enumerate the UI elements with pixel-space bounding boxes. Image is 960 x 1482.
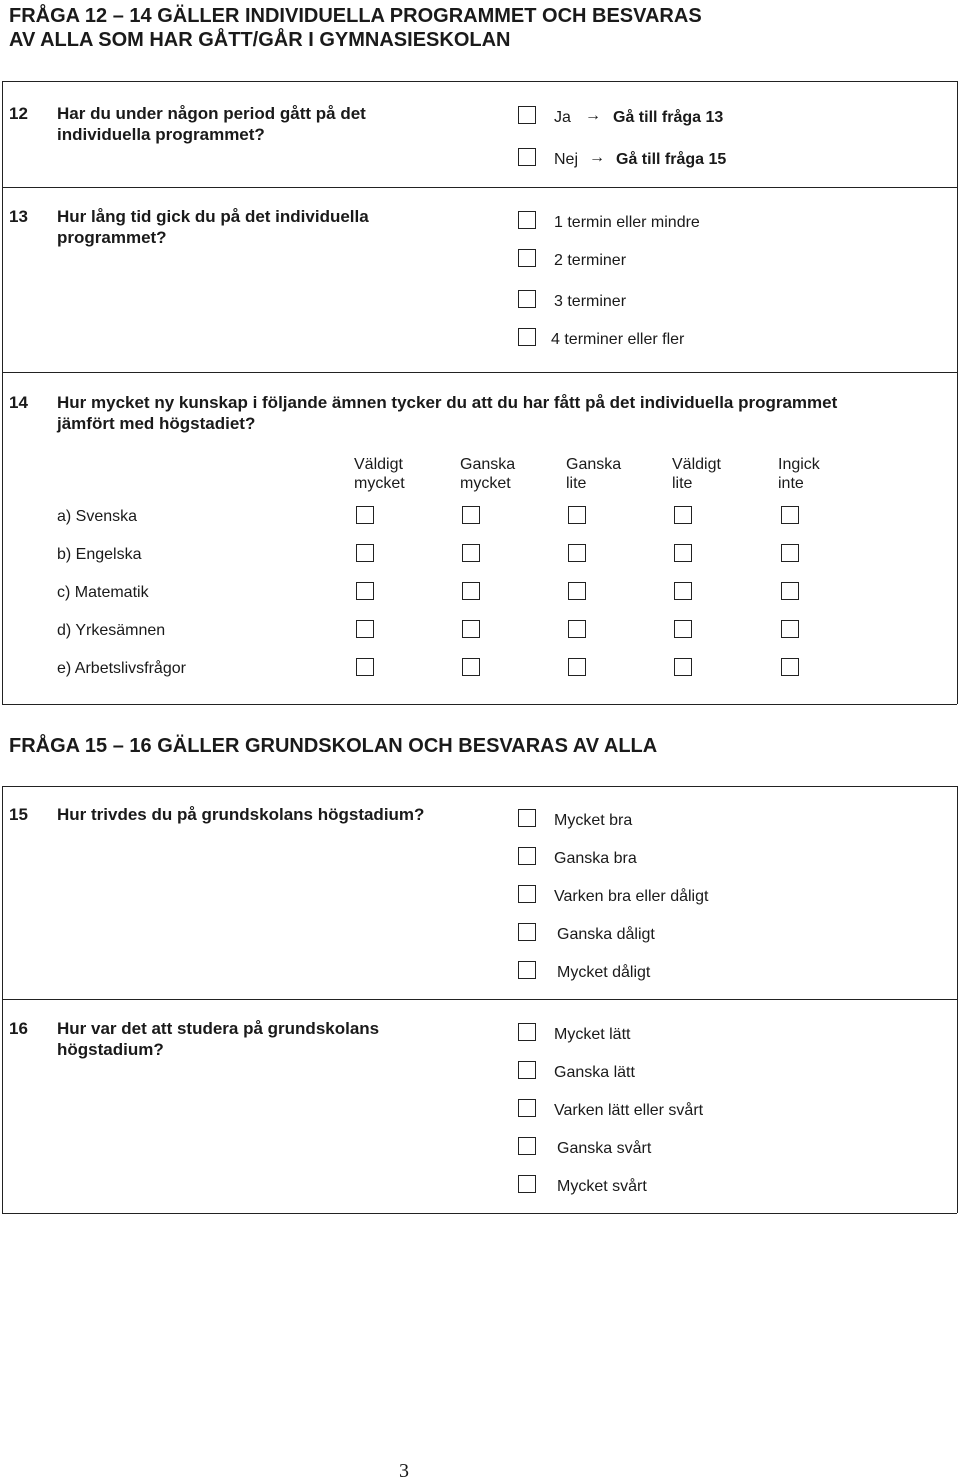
checkbox-q14-yrkesamnen-ganska-mycket[interactable] (462, 620, 480, 638)
column-header-valdigt-mycket (354, 455, 405, 493)
divider-section-end (2, 704, 957, 705)
question-text-13-line1: Hur lång tid gick du på det individuella (57, 207, 369, 226)
question-text-16-line1: Hur var det att studera på grundskolans (57, 1019, 380, 1038)
column-header-line1: Ingick (778, 456, 820, 473)
checkbox-q14-yrkesamnen-valdigt-mycket[interactable] (356, 620, 374, 638)
option-label-q13-3: 3 terminer (554, 293, 627, 310)
option-label-q16-2: Ganska lätt (554, 1064, 635, 1081)
divider-bottom (2, 1213, 957, 1214)
checkbox-q13-option-3[interactable] (518, 290, 536, 308)
checkbox-q16-option-5[interactable] (518, 1175, 536, 1193)
column-header-ganska-lite (566, 455, 621, 493)
checkbox-q14-arbetslivsfragor-valdigt-lite[interactable] (674, 658, 692, 676)
question-number-14: 14 (9, 393, 28, 412)
question-text-12-line2: individuella programmet? (57, 125, 265, 144)
question-text-16 (57, 1018, 379, 1060)
checkbox-q14-matematik-ingick-inte[interactable] (781, 582, 799, 600)
question-number-15: 15 (9, 805, 28, 824)
divider-q15-top (2, 786, 957, 787)
checkbox-q14-arbetslivsfragor-ingick-inte[interactable] (781, 658, 799, 676)
checkbox-q14-arbetslivsfragor-ganska-mycket[interactable] (462, 658, 480, 676)
section-heading-line1: FRÅGA 12 – 14 GÄLLER INDIVIDUELLA PROGRAMMET OCH BESVARAS (9, 5, 702, 27)
checkbox-q16-option-2[interactable] (518, 1061, 536, 1079)
column-header-line1: Ganska (566, 456, 622, 473)
option-label-ja: Ja (554, 109, 571, 126)
column-header-line2: inte (778, 475, 804, 492)
checkbox-q12-nej[interactable] (518, 148, 536, 166)
option-label-q16-5: Mycket svårt (557, 1178, 647, 1195)
checkbox-q14-svenska-ingick-inte[interactable] (781, 506, 799, 524)
divider-top (2, 81, 957, 82)
arrow-icon: → (589, 149, 605, 166)
option-label-q16-1: Mycket lätt (554, 1026, 631, 1043)
checkbox-q16-option-3[interactable] (518, 1099, 536, 1117)
divider-q13-q14 (2, 372, 957, 373)
column-header-ganska-mycket (460, 455, 515, 493)
question-text-14 (57, 392, 837, 434)
option-label-q16-4: Ganska svårt (557, 1140, 652, 1157)
checkbox-q13-option-4[interactable] (518, 328, 536, 346)
checkbox-q14-engelska-ganska-lite[interactable] (568, 544, 586, 562)
question-text-13-line2: programmet? (57, 228, 167, 247)
checkbox-q14-yrkesamnen-ganska-lite[interactable] (568, 620, 586, 638)
column-header-line2: lite (566, 475, 587, 492)
row-label-matematik: c) Matematik (57, 584, 149, 601)
question-text-12-line1: Har du under någon period gått på det (57, 104, 366, 123)
frame-right-2 (957, 786, 958, 1213)
row-label-engelska: b) Engelska (57, 546, 142, 563)
frame-right-1 (957, 81, 958, 704)
column-header-ingick-inte (778, 455, 820, 493)
checkbox-q14-svenska-ganska-mycket[interactable] (462, 506, 480, 524)
checkbox-q16-option-4[interactable] (518, 1137, 536, 1155)
question-number-12: 12 (9, 104, 28, 123)
checkbox-q14-svenska-valdigt-lite[interactable] (674, 506, 692, 524)
option-label-q15-4: Ganska dåligt (557, 926, 655, 943)
column-header-line2: lite (672, 475, 693, 492)
checkbox-q14-engelska-ingick-inte[interactable] (781, 544, 799, 562)
section-heading-q12-14 (9, 4, 702, 52)
column-header-valdigt-lite (672, 455, 721, 493)
checkbox-q16-option-1[interactable] (518, 1023, 536, 1041)
goto-instruction-15: Gå till fråga 15 (616, 151, 727, 168)
option-label-nej: Nej (554, 151, 579, 168)
checkbox-q14-matematik-valdigt-mycket[interactable] (356, 582, 374, 600)
question-text-13 (57, 206, 369, 248)
checkbox-q15-option-5[interactable] (518, 961, 536, 979)
goto-instruction-13: Gå till fråga 13 (613, 109, 724, 126)
checkbox-q14-matematik-ganska-lite[interactable] (568, 582, 586, 600)
column-header-line2: mycket (460, 475, 511, 492)
divider-q12-q13 (2, 187, 957, 188)
section-heading-q15-16: FRÅGA 15 – 16 GÄLLER GRUNDSKOLAN OCH BESVARAS AV ALLA (9, 735, 658, 757)
column-header-line2: mycket (354, 475, 405, 492)
checkbox-q13-option-1[interactable] (518, 211, 536, 229)
checkbox-q14-engelska-valdigt-lite[interactable] (674, 544, 692, 562)
checkbox-q14-arbetslivsfragor-valdigt-mycket[interactable] (356, 658, 374, 676)
column-header-line1: Ganska (460, 456, 516, 473)
row-label-svenska: a) Svenska (57, 508, 138, 525)
checkbox-q15-option-2[interactable] (518, 847, 536, 865)
divider-q15-q16 (2, 999, 957, 1000)
question-text-15: Hur trivdes du på grundskolans högstadium? (57, 805, 425, 824)
frame-left-1 (2, 81, 3, 704)
row-label-yrkesamnen: d) Yrkesämnen (57, 622, 166, 639)
option-label-q13-4: 4 terminer eller fler (551, 331, 685, 348)
checkbox-q12-ja[interactable] (518, 106, 536, 124)
option-label-q15-5: Mycket dåligt (557, 964, 651, 981)
checkbox-q14-engelska-valdigt-mycket[interactable] (356, 544, 374, 562)
option-label-q15-3: Varken bra eller dåligt (554, 888, 709, 905)
column-header-line1: Väldigt (672, 456, 721, 473)
checkbox-q14-yrkesamnen-ingick-inte[interactable] (781, 620, 799, 638)
column-header-line1: Väldigt (354, 456, 403, 473)
question-number-16: 16 (9, 1019, 28, 1038)
checkbox-q14-matematik-valdigt-lite[interactable] (674, 582, 692, 600)
checkbox-q15-option-3[interactable] (518, 885, 536, 903)
option-label-q13-2: 2 terminer (554, 252, 627, 269)
question-text-12 (57, 103, 366, 145)
checkbox-q15-option-4[interactable] (518, 923, 536, 941)
option-label-q15-1: Mycket bra (554, 812, 633, 829)
row-label-arbetslivsfragor: e) Arbetslivsfrågor (57, 660, 186, 677)
question-text-14-line1: Hur mycket ny kunskap i följande ämnen tycker du att du har fått på det individuella programmet (57, 393, 838, 412)
checkbox-q14-yrkesamnen-valdigt-lite[interactable] (674, 620, 692, 638)
checkbox-q14-engelska-ganska-mycket[interactable] (462, 544, 480, 562)
page-number: 3 (399, 1460, 409, 1482)
checkbox-q14-svenska-valdigt-mycket[interactable] (356, 506, 374, 524)
option-label-q15-2: Ganska bra (554, 850, 637, 867)
option-label-q16-3: Varken lätt eller svårt (554, 1102, 704, 1119)
checkbox-q14-svenska-ganska-lite[interactable] (568, 506, 586, 524)
checkbox-q13-option-2[interactable] (518, 249, 536, 267)
question-text-16-line2: högstadium? (57, 1040, 164, 1059)
arrow-icon: → (585, 107, 601, 124)
question-text-14-line2: jämfört med högstadiet? (57, 414, 256, 433)
checkbox-q14-matematik-ganska-mycket[interactable] (462, 582, 480, 600)
option-label-q13-1: 1 termin eller mindre (554, 214, 700, 231)
checkbox-q15-option-1[interactable] (518, 809, 536, 827)
section-heading-line2: AV ALLA SOM HAR GÅTT/GÅR I GYMNASIESKOLAN (9, 29, 511, 51)
checkbox-q14-arbetslivsfragor-ganska-lite[interactable] (568, 658, 586, 676)
question-number-13: 13 (9, 207, 28, 226)
